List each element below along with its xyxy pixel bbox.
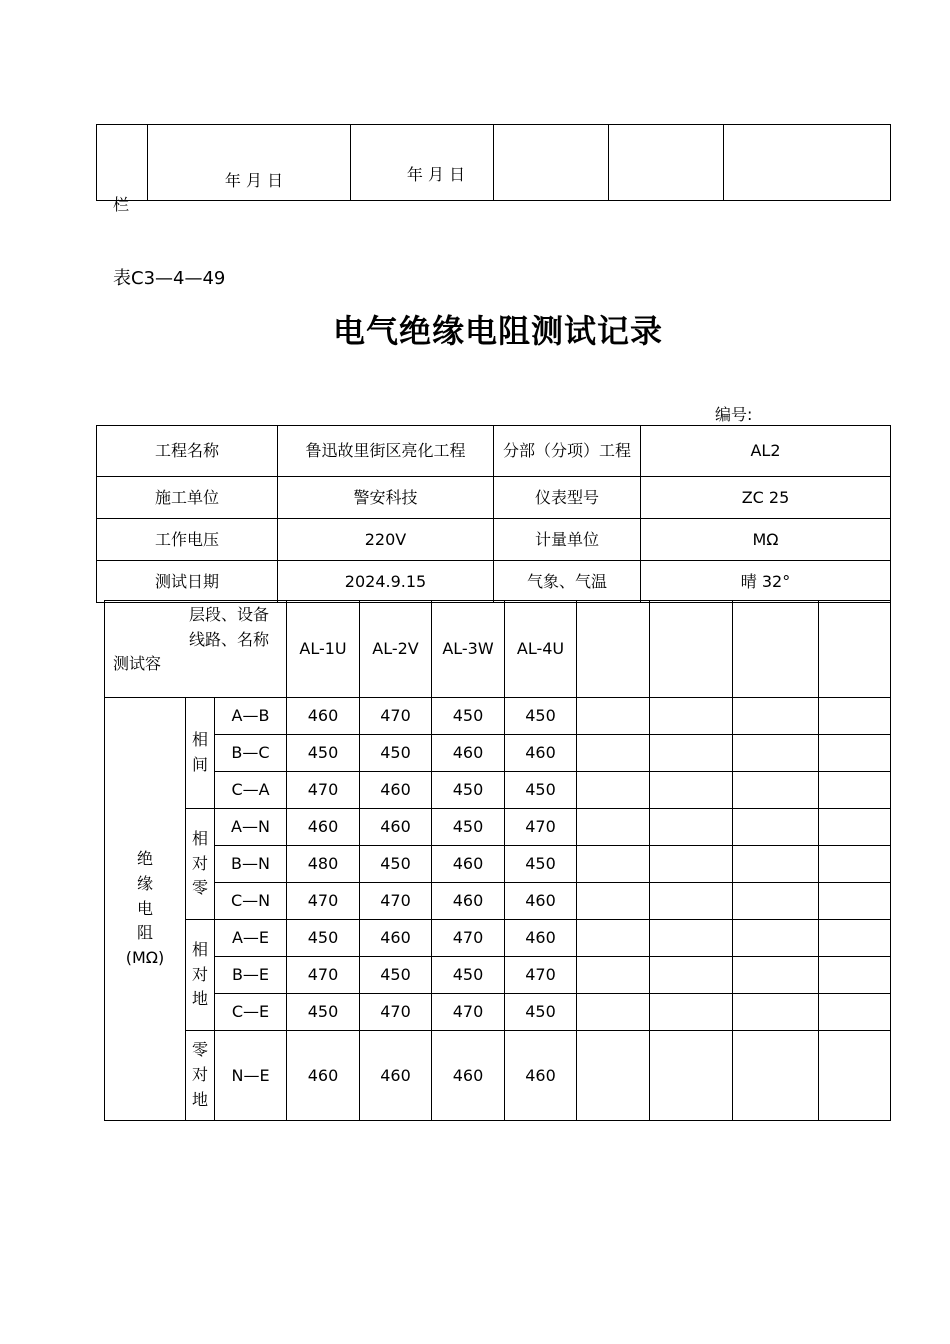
phase-pair: A—B	[215, 698, 287, 735]
resistance-value: 460	[432, 735, 505, 772]
resistance-value	[733, 698, 819, 735]
resistance-value: 470	[505, 957, 577, 994]
header-corner-mid: 线路、名称	[189, 630, 270, 649]
resistance-value	[577, 735, 650, 772]
resistance-value	[650, 735, 733, 772]
group-label-char: 对	[191, 1065, 208, 1085]
group-label-char: 对	[191, 853, 208, 873]
resistance-value	[577, 883, 650, 920]
column-header: AL-4U	[505, 601, 577, 698]
resistance-value: 470	[432, 994, 505, 1031]
resistance-value	[650, 809, 733, 846]
side-label-char: 电	[136, 898, 153, 918]
column-header: AL-1U	[287, 601, 360, 698]
resistance-value: 450	[505, 698, 577, 735]
resistance-value: 460	[360, 772, 432, 809]
resistance-value: 470	[432, 920, 505, 957]
signature-date-cell-2	[351, 125, 494, 201]
resistance-value: 450	[432, 698, 505, 735]
signature-cell-5	[609, 125, 724, 201]
resistance-value: 450	[287, 994, 360, 1031]
resistance-value: 460	[287, 1031, 360, 1121]
phase-pair: N—E	[215, 1031, 287, 1121]
signature-cell-1	[97, 125, 148, 201]
test-date-value: 2024.9.15	[278, 561, 494, 603]
signature-cell-4	[494, 125, 609, 201]
phase-pair: A—E	[215, 920, 287, 957]
resistance-value	[819, 1031, 891, 1121]
resistance-value	[733, 735, 819, 772]
voltage-label: 工作电压	[97, 519, 278, 561]
resistance-value: 450	[432, 957, 505, 994]
resistance-value: 460	[432, 846, 505, 883]
resistance-value: 470	[360, 698, 432, 735]
voltage-value: 220V	[278, 519, 494, 561]
phase-pair: B—E	[215, 957, 287, 994]
project-info-table	[96, 425, 891, 603]
resistance-value	[650, 1031, 733, 1121]
unit-value: MΩ	[641, 519, 891, 561]
side-label-char: 阻	[136, 923, 153, 943]
resistance-value: 460	[360, 920, 432, 957]
column-header	[733, 601, 819, 698]
column-header	[819, 601, 891, 698]
project-name-value: 鲁迅故里街区亮化工程	[278, 426, 494, 477]
resistance-value	[819, 883, 891, 920]
table-row	[105, 883, 891, 920]
group-label-char: 地	[191, 1089, 208, 1109]
weather-label: 气象、气温	[494, 561, 641, 603]
column-header: AL-3W	[432, 601, 505, 698]
side-label-char: 绝	[136, 849, 153, 868]
resistance-value: 480	[287, 846, 360, 883]
resistance-value: 450	[432, 809, 505, 846]
resistance-value	[819, 994, 891, 1031]
resistance-value	[577, 994, 650, 1031]
resistance-value	[577, 957, 650, 994]
column-header	[577, 601, 650, 698]
group-label-char: 相	[191, 730, 208, 750]
resistance-value: 460	[432, 1031, 505, 1121]
resistance-value: 460	[360, 1031, 432, 1121]
resistance-value	[819, 846, 891, 883]
resistance-value: 460	[505, 883, 577, 920]
resistance-value	[650, 994, 733, 1031]
resistance-value: 470	[360, 994, 432, 1031]
contractor-label: 施工单位	[97, 477, 278, 519]
resistance-value	[577, 809, 650, 846]
resistance-value	[577, 920, 650, 957]
table-row	[105, 994, 891, 1031]
phase-pair: B—N	[215, 846, 287, 883]
resistance-value	[650, 772, 733, 809]
side-label-char: 缘	[136, 873, 153, 893]
resistance-value: 470	[505, 809, 577, 846]
resistance-value: 450	[360, 957, 432, 994]
date-placeholder-1: 年 月 日	[224, 170, 284, 190]
sub-project-value: AL2	[641, 426, 891, 477]
resistance-value	[733, 846, 819, 883]
group-label	[186, 809, 215, 920]
resistance-value	[650, 698, 733, 735]
signature-date-cell-1	[148, 125, 351, 201]
resistance-value	[577, 698, 650, 735]
resistance-value: 470	[287, 957, 360, 994]
group-label-char: 对	[191, 964, 208, 984]
resistance-value: 460	[287, 809, 360, 846]
resistance-value: 450	[287, 920, 360, 957]
resistance-value	[819, 735, 891, 772]
resistance-value: 470	[287, 772, 360, 809]
side-label-char: (MΩ)	[125, 948, 165, 968]
phase-pair: C—E	[215, 994, 287, 1031]
resistance-value: 450	[360, 846, 432, 883]
resistance-value: 460	[505, 735, 577, 772]
column-label-lan: 栏	[113, 195, 130, 214]
resistance-value	[650, 846, 733, 883]
resistance-value: 450	[360, 735, 432, 772]
resistance-value	[819, 698, 891, 735]
resistance-value	[819, 920, 891, 957]
resistance-value	[577, 1031, 650, 1121]
weather-value: 晴 32°	[641, 561, 891, 603]
table-row	[105, 846, 891, 883]
resistance-value	[650, 883, 733, 920]
insulation-resistance-label-text	[105, 847, 185, 971]
header-corner-bottom: 测试容	[113, 654, 162, 673]
resistance-value: 450	[505, 994, 577, 1031]
table-row	[105, 809, 891, 846]
resistance-value	[733, 772, 819, 809]
resistance-value: 450	[505, 846, 577, 883]
phase-pair: C—N	[215, 883, 287, 920]
resistance-value	[733, 883, 819, 920]
resistance-value: 460	[287, 698, 360, 735]
group-label-char: 间	[191, 755, 208, 774]
group-label	[186, 698, 215, 809]
resistance-value	[577, 772, 650, 809]
group-label	[186, 920, 215, 1031]
table-row	[105, 920, 891, 957]
group-label-char: 相	[191, 828, 208, 848]
phase-pair: B—C	[215, 735, 287, 772]
resistance-value	[819, 957, 891, 994]
resistance-value: 470	[287, 883, 360, 920]
resistance-value	[577, 846, 650, 883]
resistance-value: 460	[360, 809, 432, 846]
meter-value: ZC 25	[641, 477, 891, 519]
test-date-label: 测试日期	[97, 561, 278, 603]
column-header: AL-2V	[360, 601, 432, 698]
header-corner-top: 层段、设备	[189, 605, 270, 624]
header-corner-cell	[105, 601, 287, 698]
resistance-value	[650, 920, 733, 957]
resistance-value	[733, 920, 819, 957]
form-code: 表C3—4—49	[113, 268, 226, 289]
signature-cell-6	[724, 125, 891, 201]
resistance-value: 460	[432, 883, 505, 920]
phase-pair: C—A	[215, 772, 287, 809]
group-label-char: 零	[191, 1040, 208, 1060]
table-row	[105, 957, 891, 994]
project-name-label: 工程名称	[97, 426, 278, 477]
signature-table-fragment	[96, 124, 891, 201]
column-header	[650, 601, 733, 698]
resistance-value	[650, 957, 733, 994]
resistance-value: 450	[287, 735, 360, 772]
resistance-value	[819, 809, 891, 846]
group-label-char: 零	[191, 878, 208, 898]
table-row	[105, 735, 891, 772]
resistance-value	[733, 957, 819, 994]
resistance-value: 460	[505, 920, 577, 957]
resistance-value	[733, 1031, 819, 1121]
resistance-value	[733, 809, 819, 846]
resistance-value	[733, 994, 819, 1031]
page-title: 电气绝缘电阻测试记录	[332, 312, 663, 350]
date-placeholder-2: 年 月 日	[406, 164, 466, 184]
table-row	[105, 1031, 891, 1121]
resistance-value: 470	[360, 883, 432, 920]
sub-project-label	[494, 426, 641, 477]
resistance-value: 450	[432, 772, 505, 809]
meter-label: 仪表型号	[494, 477, 641, 519]
contractor-value: 警安科技	[278, 477, 494, 519]
phase-pair: A—N	[215, 809, 287, 846]
sub-project-label-text: 分部（分项）工程	[503, 441, 632, 461]
serial-number-label: 编号:	[715, 405, 753, 424]
resistance-value: 450	[505, 772, 577, 809]
resistance-value	[819, 772, 891, 809]
resistance-value: 460	[505, 1031, 577, 1121]
insulation-resistance-label	[105, 698, 186, 1121]
group-label-char: 相	[191, 939, 208, 959]
group-label	[186, 1031, 215, 1121]
group-label-char: 地	[191, 989, 208, 1009]
unit-label: 计量单位	[494, 519, 641, 561]
table-row	[105, 772, 891, 809]
table-row	[105, 698, 891, 735]
insulation-test-table	[104, 600, 891, 1121]
